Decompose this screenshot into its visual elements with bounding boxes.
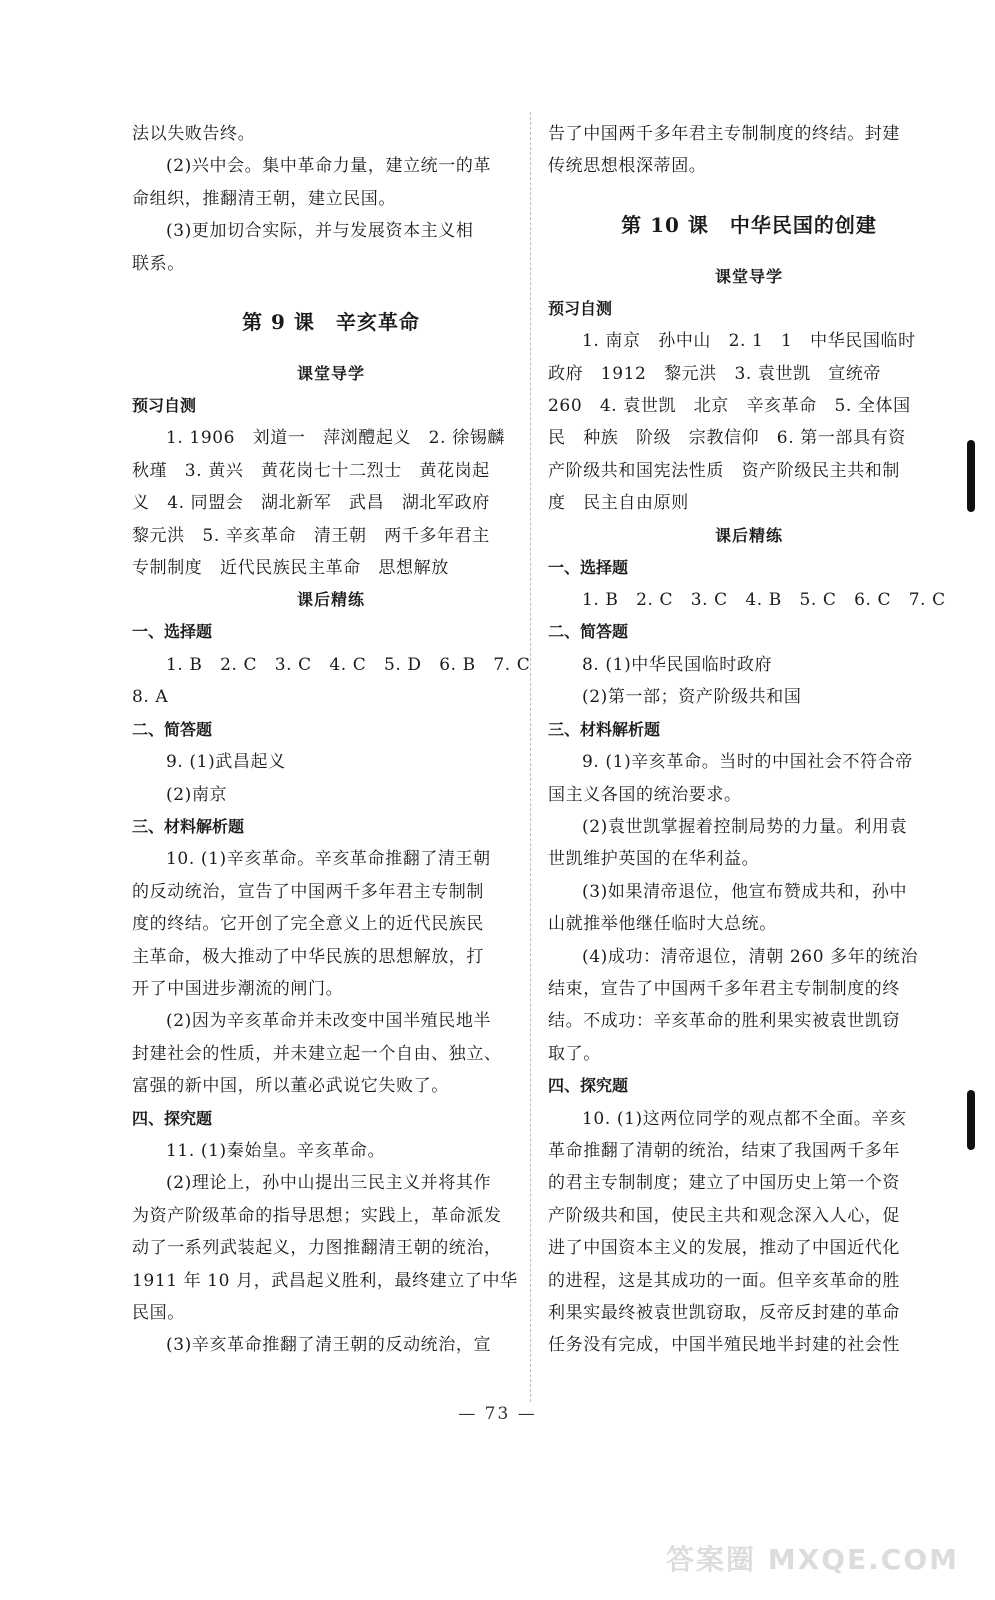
text-line: 利果实最终被袁世凯窃取，反帝反封建的革命 xyxy=(548,1303,900,1323)
text-line: 260 4. 袁世凯 北京 辛亥革命 5. 全体国 xyxy=(548,396,911,417)
text-line: 黎元洪 5. 辛亥革命 清王朝 两千多年君主 xyxy=(132,525,490,546)
text-line: (2)理论上，孙中山提出三民主义并将其作 xyxy=(166,1173,492,1194)
text-line: 富强的新中国，所以董必武说它失败了。 xyxy=(132,1076,449,1097)
text-line: 为资产阶级革命的指导思想；实践上，革命派发 xyxy=(132,1205,502,1226)
left-column xyxy=(132,118,530,1362)
watermark-logo: 答案圈 MXQE.COM xyxy=(666,1543,959,1576)
section-heading: 预习自测 xyxy=(132,396,197,416)
section-heading: 一、选择题 xyxy=(132,622,213,642)
text-line: 义 4. 同盟会 湖北新军 武昌 湖北军政府 xyxy=(132,493,490,514)
text-line: 法以失败告终。 xyxy=(132,124,256,144)
text-line: 10. (1)辛亥革命。辛亥革命推翻了清王朝 xyxy=(166,849,491,870)
text-line: 传统思想根深蒂固。 xyxy=(548,156,707,177)
text-line: (2)兴中会。集中革命力量，建立统一的革 xyxy=(166,156,492,177)
right-column xyxy=(548,118,950,1362)
text-line: 8. A xyxy=(132,687,169,708)
text-line: 动了一系列武装起义，力图推翻清王朝的统治， xyxy=(132,1238,502,1259)
text-line: 度 民主自由原则 xyxy=(548,493,689,514)
section-heading: 二、简答题 xyxy=(548,622,629,642)
text-line: 结。不成功：辛亥革命的胜利果实被袁世凯窃 xyxy=(548,1011,900,1032)
page-number: — 73 — xyxy=(458,1404,537,1424)
text-line: 的反动统治，宣告了中国两千多年君主专制制 xyxy=(132,881,484,902)
text-line: (3)辛亥革命推翻了清王朝的反动统治，宣 xyxy=(166,1335,492,1356)
scan-mark xyxy=(967,440,975,512)
text-line: 结束，宣告了中国两千多年君主专制制度的终 xyxy=(548,978,900,999)
column-divider xyxy=(530,112,531,1402)
section-heading: 三、材料解析题 xyxy=(132,816,245,836)
text-line: 1. B 2. C 3. C 4. C 5. D 6. B 7. C xyxy=(166,654,531,675)
text-line: 命组织，推翻清王朝，建立民国。 xyxy=(132,188,396,209)
text-line: 9. (1)辛亥革命。当时的中国社会不符合帝 xyxy=(582,752,913,773)
text-line: 10. (1)这两位同学的观点都不全面。辛亥 xyxy=(582,1108,907,1129)
section-subtitle: 课堂导学 xyxy=(714,266,783,286)
text-line: (2)南京 xyxy=(166,784,228,805)
lesson-title: 第 10 课 中华民国的创建 xyxy=(621,212,877,237)
text-line: (3)更加切合实际，并与发展资本主义相 xyxy=(166,221,474,242)
section-heading: 四、探究题 xyxy=(548,1076,629,1096)
text-line: 开了中国进步潮流的闸门。 xyxy=(132,978,344,999)
section-heading: 一、选择题 xyxy=(548,557,629,577)
text-line: 联系。 xyxy=(132,253,185,274)
text-line: (2)第一部；资产阶级共和国 xyxy=(582,687,802,708)
scan-mark xyxy=(967,1090,975,1150)
text-line: 民 种族 阶级 宗教信仰 6. 第一部具有资 xyxy=(548,428,906,449)
section-subtitle: 课堂导学 xyxy=(296,364,365,384)
text-line: 1911 年 10 月，武昌起义胜利，最终建立了中华 xyxy=(132,1270,518,1291)
text-line: 封建社会的性质，并未建立起一个自由、独立、 xyxy=(132,1043,502,1064)
text-line: 政府 1912 黎元洪 3. 袁世凯 宣统帝 xyxy=(548,363,882,384)
text-line: 世凯维护英国的在华利益。 xyxy=(548,849,760,870)
section-subtitle: 课后精练 xyxy=(714,525,783,545)
text-line: (3)如果清帝退位，他宣布赞成共和，孙中 xyxy=(582,881,908,902)
text-line: 进了中国资本主义的发展，推动了中国近代化 xyxy=(548,1238,900,1259)
text-line: 1. B 2. C 3. C 4. B 5. C 6. C 7. C xyxy=(582,590,946,611)
text-line: 的君主专制制度；建立了中国历史上第一个资 xyxy=(548,1173,900,1194)
text-line: 主革命，极大推动了中华民族的思想解放，打 xyxy=(132,946,484,967)
text-line: 9. (1)武昌起义 xyxy=(166,752,286,773)
lesson-title: 第 9 课 辛亥革命 xyxy=(242,310,420,335)
text-line: 8. (1)中华民国临时政府 xyxy=(582,654,773,675)
section-heading: 三、材料解析题 xyxy=(548,719,661,739)
text-line: 专制制度 近代民族民主革命 思想解放 xyxy=(132,558,449,579)
section-heading: 四、探究题 xyxy=(132,1108,213,1128)
text-line: 产阶级共和国宪法性质 资产阶级民主共和制 xyxy=(548,460,900,481)
section-subtitle: 课后精练 xyxy=(296,590,365,610)
text-line: 1. 南京 孙中山 2. 1 1 中华民国临时 xyxy=(582,331,916,352)
text-line: 1. 1906 刘道一 萍浏醴起义 2. 徐锡麟 xyxy=(166,428,505,449)
text-line: 秋瑾 3. 黄兴 黄花岗七十二烈士 黄花岗起 xyxy=(132,460,490,481)
text-line: 的进程，这是其成功的一面。但辛亥革命的胜 xyxy=(548,1270,900,1291)
text-line: (2)袁世凯掌握着控制局势的力量。利用袁 xyxy=(582,816,908,837)
section-heading: 预习自测 xyxy=(548,298,613,318)
text-line: 产阶级共和国，使民主共和观念深入人心，促 xyxy=(548,1205,900,1226)
text-line: 度的终结。它开创了完全意义上的近代民族民 xyxy=(132,914,484,935)
section-heading: 二、简答题 xyxy=(132,719,213,739)
text-line: 任务没有完成，中国半殖民地半封建的社会性 xyxy=(548,1335,900,1356)
text-line: 11. (1)秦始皇。辛亥革命。 xyxy=(166,1140,386,1161)
text-line: 告了中国两千多年君主专制制度的终结。封建 xyxy=(548,124,900,144)
text-line: 山就推举他继任临时大总统。 xyxy=(548,914,777,935)
text-line: 革命推翻了清朝的统治，结束了我国两千多年 xyxy=(548,1140,900,1161)
text-line: 取了。 xyxy=(548,1043,601,1064)
text-line: 民国。 xyxy=(132,1303,185,1323)
text-line: 国主义各国的统治要求。 xyxy=(548,784,742,805)
text-line: (2)因为辛亥革命并未改变中国半殖民地半 xyxy=(166,1011,492,1032)
text-line: (4)成功：清帝退位，清朝 260 多年的统治 xyxy=(582,946,919,967)
